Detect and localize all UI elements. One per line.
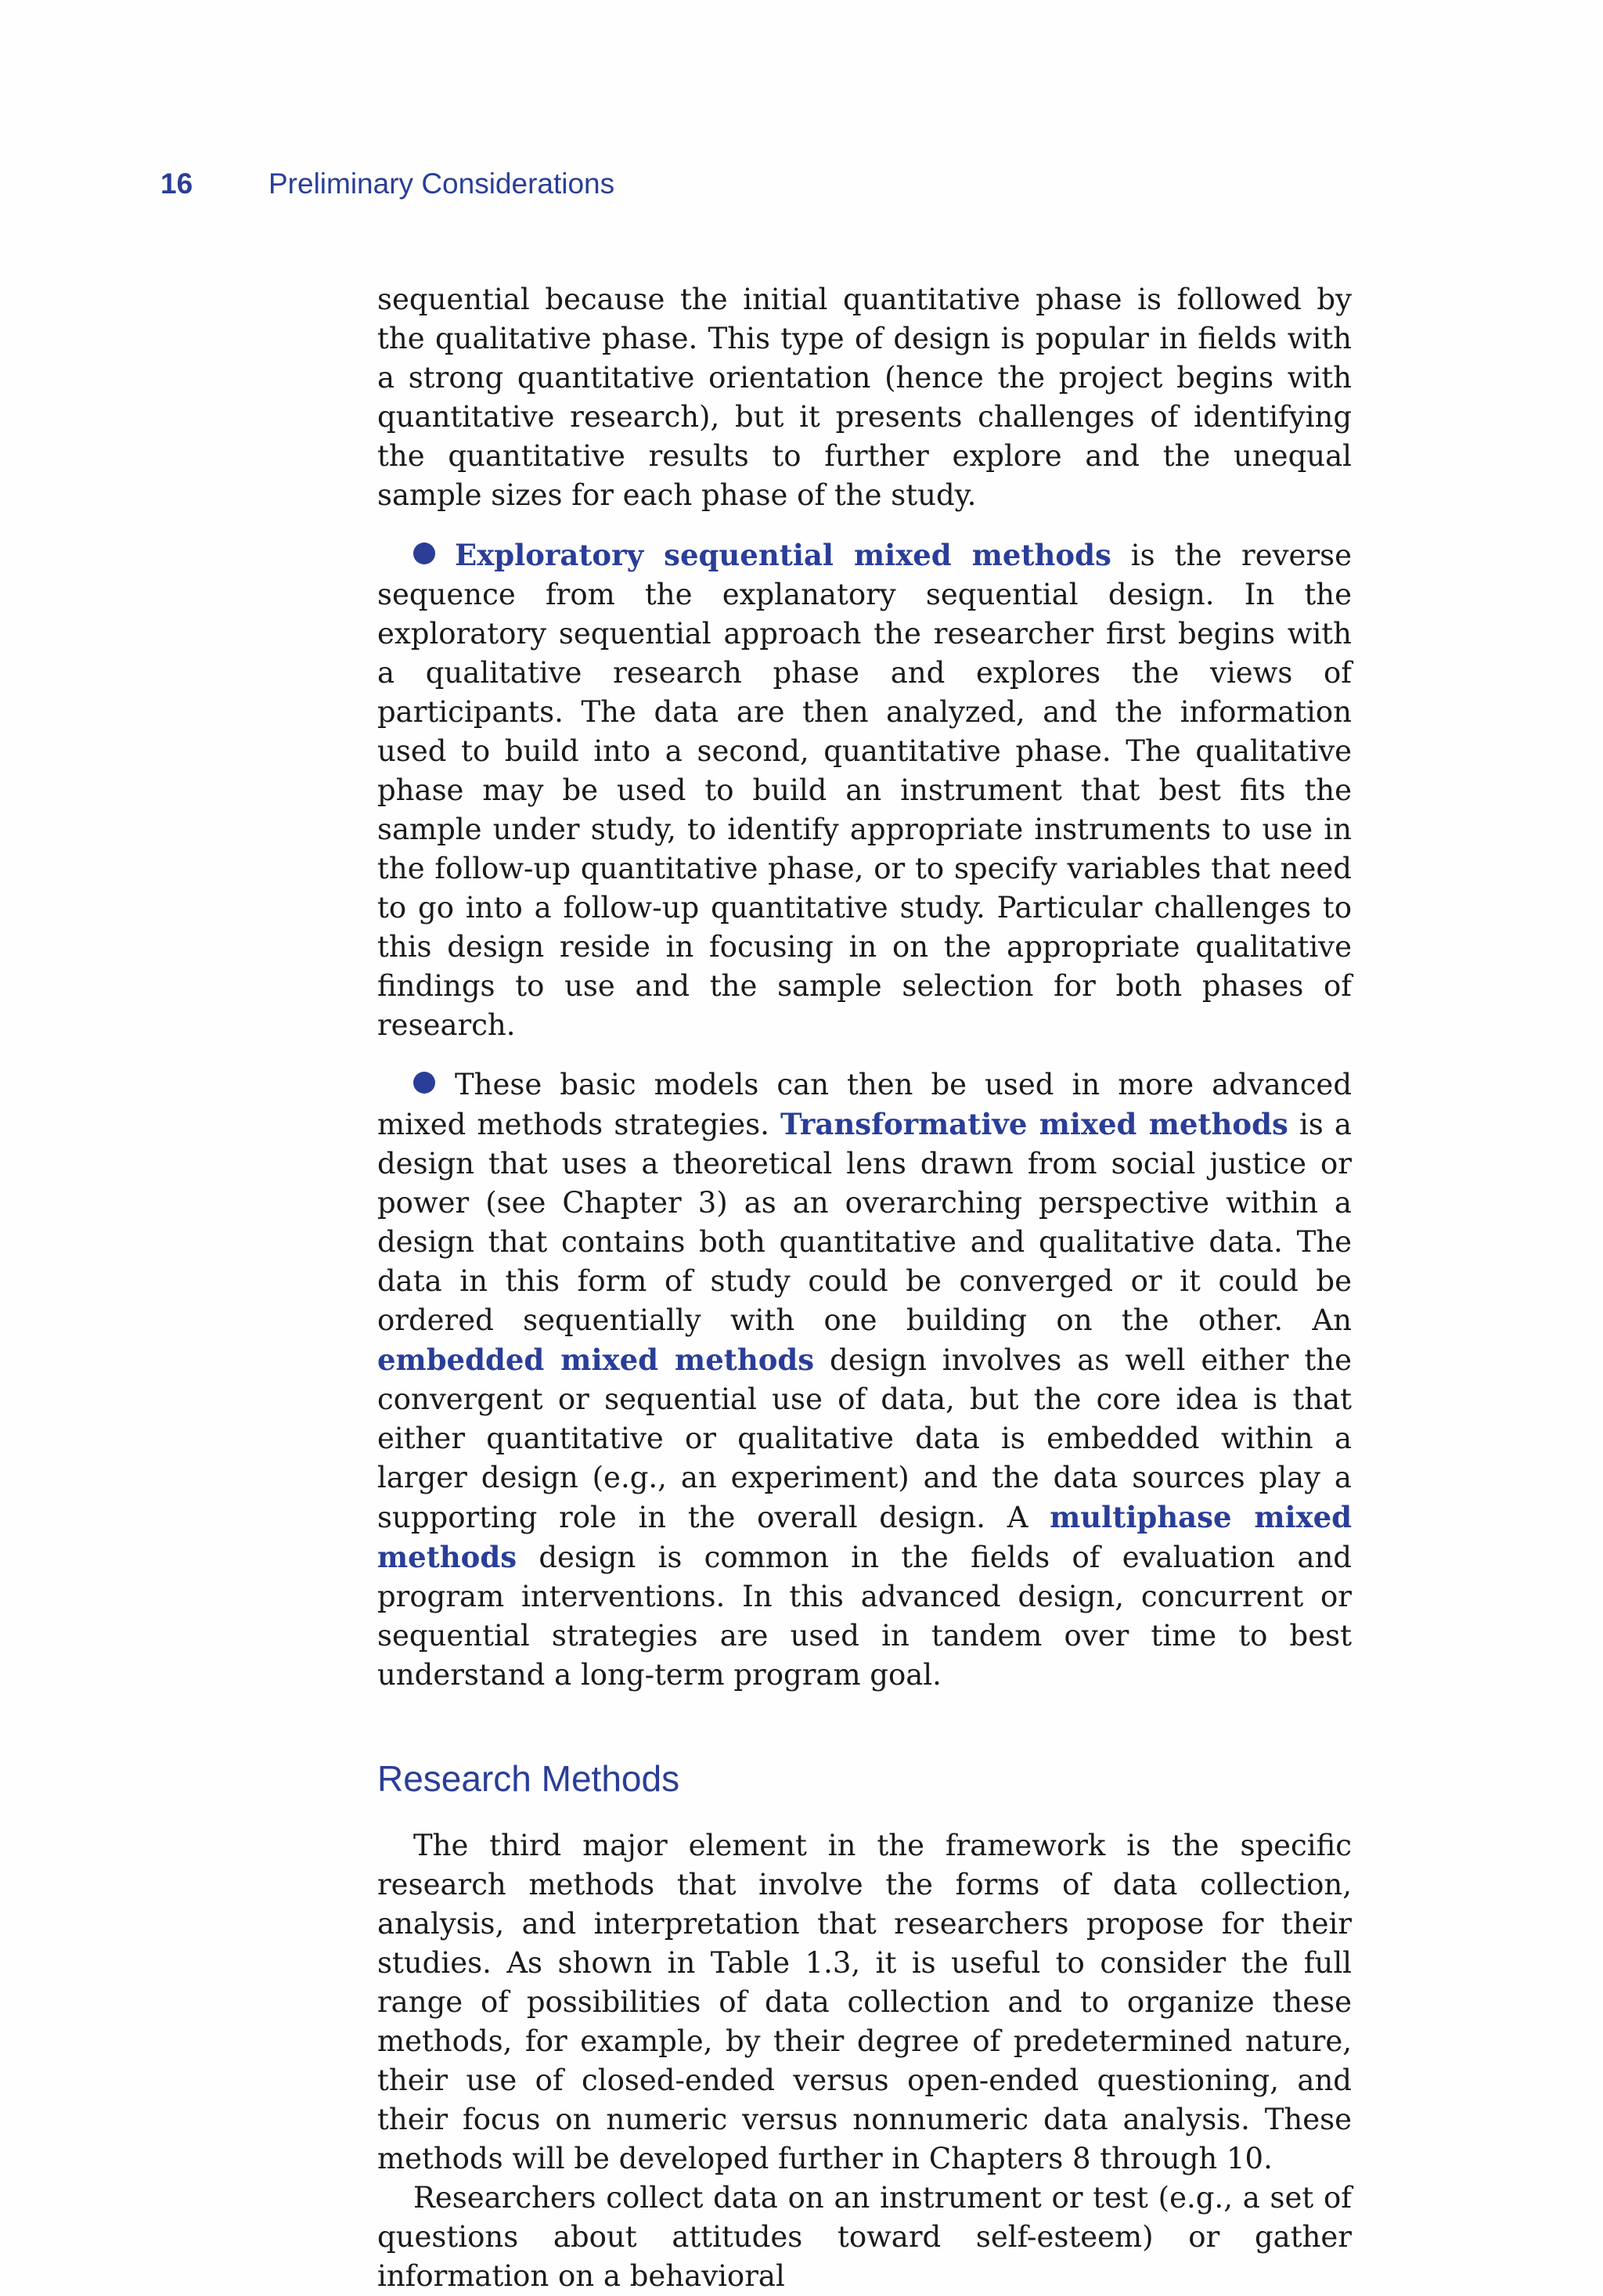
term-embedded: embedded mixed methods xyxy=(377,1343,815,1377)
paragraph-data-collection: Researchers collect data on an instrument or test (e.g., a set of questions about attitudes toward self-esteem) or gather information on a behavioral xyxy=(377,2181,1352,2293)
section-heading: Research Methods xyxy=(377,1758,680,1799)
bullet-icon xyxy=(413,1072,435,1094)
running-head xyxy=(160,168,614,200)
bullet-text-4: design is common in the fields of evaluation and program interventions. In this advanced design, concurrent or sequential strategies are used in tandem over time to best understand a long-term program goal. xyxy=(377,1541,1352,1692)
term-multiphase: multiphase mixed methods xyxy=(377,1500,1352,1574)
bullet-text-1: These basic models can then be used in more advanced mixed methods strategies. xyxy=(377,1068,1352,1141)
term-transformative: Transformative mixed methods xyxy=(780,1107,1288,1141)
page-number: 16 xyxy=(160,168,193,200)
bullet-text-2: is a design that uses a theoretical lens drawn from social justice or power (see Chapter 3) as an overarching perspective within a design that contains both quantitative and qualitative data. The data in this form of study could be converged or it could be ordered sequentially with one building on the other. An xyxy=(377,1108,1352,1337)
paragraph-continued: sequential because the initial quantitative phase is followed by the qualitative phase. This type of design is popular in fields with a strong quantitative orientation (hence the project begins with quantitative research), but it presents challenges of identifying the quantitative results to further explore and the unequal sample sizes for each phase of the study. xyxy=(377,283,1352,512)
bullet-text: is the reverse sequence from the explanatory sequential design. In the exploratory sequential approach the researcher first begins with a qualitative research phase and explores the views of participants. The data are then analyzed, and the information used to build into a second, quantitative phase. The qualitative phase may be used to build an instrument that best fits the sample under study, to identify appropriate instruments to use in the follow-up quantitative phase, or to specify variables that need to go into a follow-up quantitative study. Particular challenges to this design reside in focusing in on the appropriate qualitative findings to use and the sample selection for both phases of research. xyxy=(377,539,1352,1042)
running-title: Preliminary Considerations xyxy=(268,168,615,200)
bullet-advanced-models xyxy=(377,1065,1352,1695)
bullet-icon xyxy=(413,542,435,564)
body-column xyxy=(377,280,1352,2296)
term-exploratory: Exploratory sequential mixed methods xyxy=(455,538,1111,572)
paragraph-research-methods: The third major element in the framework is the specific research methods that involve the forms of data collection, analysis, and interpretation that researchers propose for their studies. As shown in Table 1.3, it is useful to consider the full range of possibilities of data collection and to organize these methods, for example, by their degree of predetermined nature, their use of closed-ended versus open-ended questioning, and their focus on numeric versus nonnumeric data analysis. These methods will be developed further in Chapters 8 through 10. xyxy=(377,1829,1352,2175)
bullet-text-3: design involves as well either the convergent or sequential use of data, but the core idea is that either quantitative or qualitative data is embedded within a larger design (e.g., an experiment) and the data sources play a supporting role in the overall design. A xyxy=(377,1343,1352,1534)
bullet-exploratory xyxy=(377,535,1352,1045)
